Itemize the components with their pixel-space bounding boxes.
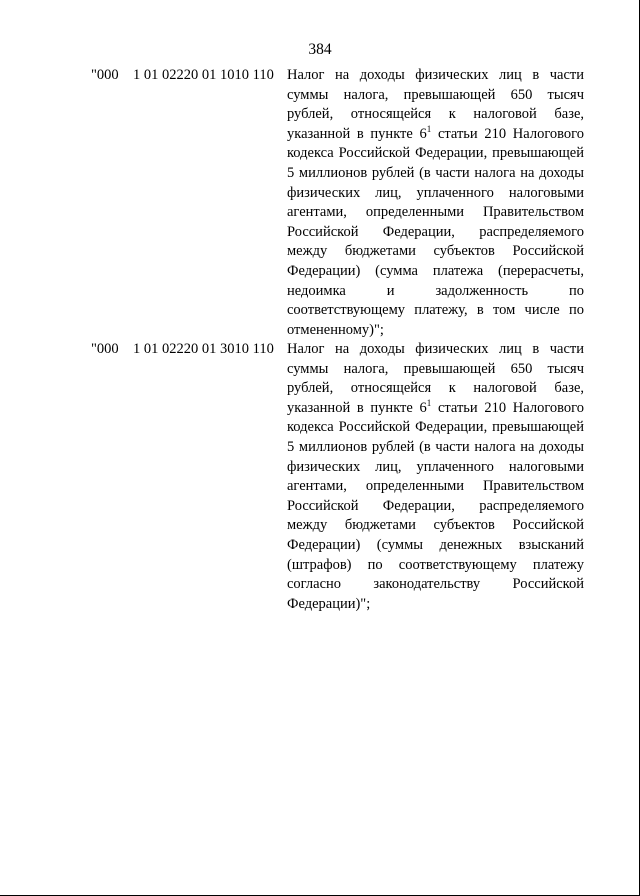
description-text-continued: статьи 210 Налогового кодекса Российской Федерации, превышающей 5 миллионов рублей (в части налога на доходы физических лиц, уплаченного налоговыми агентами, определенными Правительством Российской Федерации, распределяемого между бюджетами субъектов Российской Федерации) (сумма платежа (перерасчеты, недоимка и задолженность по соответствующему платежу, в том числе по отмененному)"; (287, 125, 584, 338)
entry-description (287, 66, 584, 340)
entry-description (287, 340, 584, 614)
superscript-index: 1 (426, 397, 432, 408)
page-number: 384 (308, 41, 332, 58)
admin-code: "000 (91, 67, 119, 83)
description-text: Налог на доходы физических лиц в части суммы налога, превышающей 650 тысяч рублей, относящейся к налоговой базе, указанной в пункте 6 (287, 341, 584, 416)
description-text: Налог на доходы физических лиц в части суммы налога, превышающей 650 тысяч рублей, относящейся к налоговой базе, указанной в пункте 6 (287, 67, 584, 142)
budget-classification-code: 1 01 02220 01 3010 110 (133, 341, 274, 357)
description-text-continued: статьи 210 Налогового кодекса Российской Федерации, превышающей 5 миллионов рублей (в части налога на доходы физических лиц, уплаченного налоговыми агентами, определенными Правительством Российской Федерации, распределяемого между бюджетами субъектов Российской Федерации) (суммы денежных взысканий (штрафов) по соответствующему платежу согласно законодательству Российской Федерации)"; (287, 399, 584, 612)
admin-code: "000 (91, 341, 119, 357)
superscript-index: 1 (426, 123, 432, 134)
budget-classification-code: 1 01 02220 01 1010 110 (133, 67, 274, 83)
